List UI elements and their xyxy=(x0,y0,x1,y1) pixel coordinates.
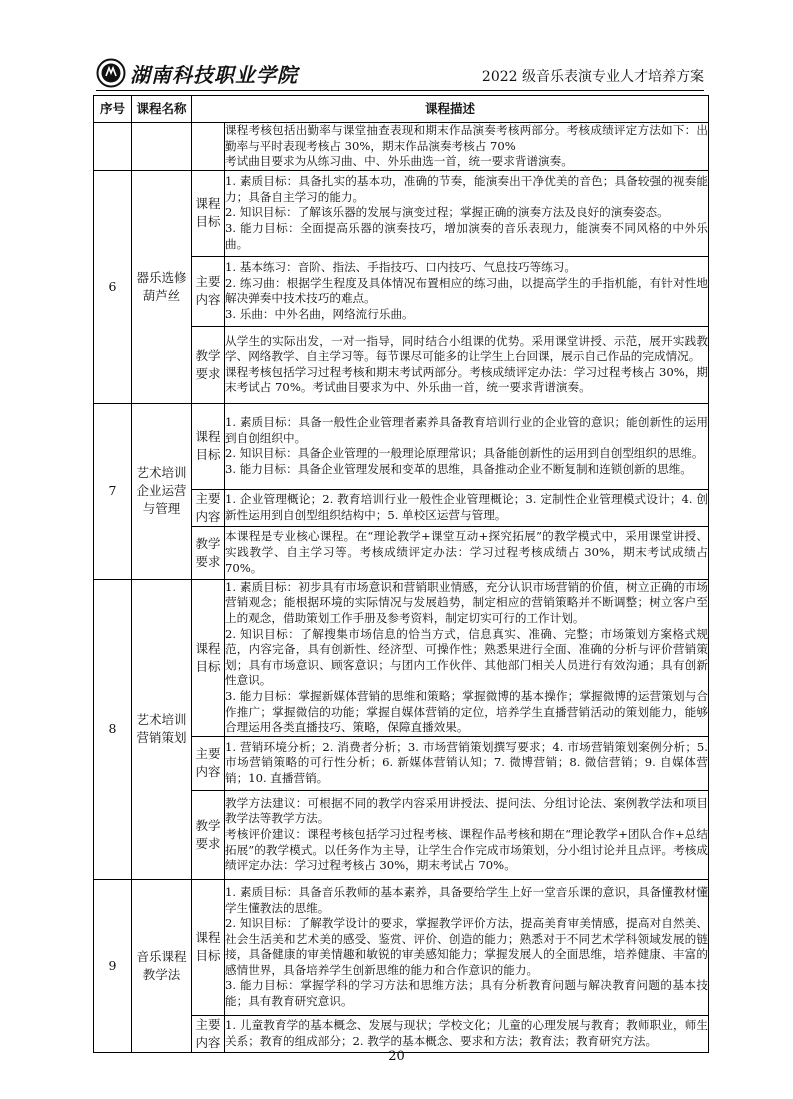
section-label xyxy=(192,489,225,526)
description-line: 本课程是专业核心课程。在“理论教学+课堂互动+探究拓展”的教学模式中，采用课堂讲授、实践教学、自主学习等。考核成绩评定办法：学习过程考核成绩占 30%，期末考试成绩占 70%。 xyxy=(225,529,708,575)
page-header xyxy=(96,56,704,90)
section-label-line: 主要 xyxy=(195,490,221,506)
description-cell xyxy=(225,489,709,526)
section-label-line: 教学 xyxy=(195,817,221,833)
section-label-line: 教学 xyxy=(195,535,221,551)
section-label-line: 主要 xyxy=(195,1016,221,1032)
description-line: 考试曲目要求为从练习曲、中、外乐曲选一首，统一要求背谱演奏。 xyxy=(225,154,573,169)
number-cell xyxy=(94,123,132,171)
description-line: 考核评价建议：课程考核包括学习过程考核、课程作品考核和期在“理论教学+团队合作+总结拓展”的教学模式。以任务作为主导，让学生合作完成市场策划，分小组讨论并且点评。考核成绩评定办法：学习过程考核占 30%，期末考试占 70%。 xyxy=(225,826,708,873)
section-label-line: 内容 xyxy=(195,764,221,780)
header-divider xyxy=(96,90,704,91)
section-label xyxy=(192,403,225,489)
description-line: 课程考核包括学习过程考核和期末考试两部分。考核成绩评定办法：学习过程考核占 30%，期末考试占 70%。考试曲目要求为中、外乐曲一首，统一要求背谱演奏。 xyxy=(225,364,708,395)
course-number: 7 xyxy=(94,403,132,579)
description-line: 1. 素质目标：初步具有市场意识和营销职业情感，充分认识市场营销的价值，树立正确的市场营销观念；能根据环境的实际情况与发展趋势，制定相应的营销策略并不断调整；树立客户至上的观念，借助策划工作手册及参考资料，制定切实可行的工作计划。 xyxy=(225,579,708,625)
course-name: 音乐课程教学法 xyxy=(132,879,192,1052)
table-row xyxy=(94,403,709,489)
description-cell xyxy=(225,879,709,1015)
description-line: 1. 基本练习：音阶、指法、手指技巧、口内技巧、气息技巧等练习。 xyxy=(225,260,576,275)
description-line: 2. 知识目标：了解教学设计的要求，掌握教学评价方法，提高美育审美情感，提高对自然美、社会生活美和艺术美的感受、鉴赏、评价、创造的能力；熟悉对于不同艺术学科领域发展的链接，具备健康的审美情趣和敏锐的审美感知能力；掌握发展人的全面思维，培养健康、丰富的感情世界，具备培养学生创新思维的能力和合作意识的能力。 xyxy=(225,916,708,977)
description-line: 2. 知识目标：具备企业管理的一般理论原理常识；具备能创新性的运用到自创型组织的思维。 xyxy=(225,446,704,461)
description-line: 3. 能力目标：全面提高乐器的演奏技巧，增加演奏的音乐表现力，能演奏不同风格的中外乐曲。 xyxy=(225,221,708,251)
table-row xyxy=(94,579,709,736)
course-number: 8 xyxy=(94,579,132,879)
description-cell xyxy=(225,736,709,790)
description-cell xyxy=(225,579,709,736)
document-title: 2022 级音乐表演专业人才培养方案 xyxy=(481,69,704,85)
description-cell xyxy=(225,256,709,326)
section-label-line: 主要 xyxy=(195,274,221,290)
description-cell xyxy=(225,526,709,579)
description-cell xyxy=(225,170,709,256)
section-label-line: 教学 xyxy=(195,347,221,363)
section-label xyxy=(192,526,225,579)
school-logo-icon xyxy=(96,58,126,88)
column-header-course-name: 课程名称 xyxy=(132,96,192,123)
description-line: 1. 素质目标：具备音乐教师的基本素养，具备要给学生上好一堂音乐课的意识，具备懂教材懂学生懂教法的思维。 xyxy=(225,884,708,915)
section-label-line: 目标 xyxy=(195,447,221,463)
description-line: 课程考核包括出勤率与课堂抽查表现和期末作品演奏考核两部分。考核成绩评定方法如下：出勤率与平时表现考核占 30%，期末作品演奏考核占 70% xyxy=(225,123,708,153)
description-cell xyxy=(225,326,709,403)
section-label-line: 课程 xyxy=(195,429,221,445)
section-label-line: 课程 xyxy=(195,930,221,946)
course-number: 9 xyxy=(94,879,132,1052)
table-row xyxy=(94,879,709,1015)
description-line: 3. 能力目标：掌握学科的学习方法和思维方法；具有分析教育问题与解决教育问题的基本技能；具有教育研究意识。 xyxy=(225,978,708,1009)
description-line: 1. 素质目标：具备一般性企业管理者素养具备教育培训行业的企业管的意识；能创新性的运用到自创组织中。 xyxy=(225,415,708,445)
section-label-line: 要求 xyxy=(195,365,221,381)
page-number: 20 xyxy=(388,1049,405,1064)
course-name: 器乐选修葫芦丝 xyxy=(132,170,192,403)
description-line: 3. 能力目标：具备企业管理发展和变革的思维，具备推动企业不断复制和连锁创新的思维。 xyxy=(225,461,692,476)
description-line: 3. 能力目标：掌握新媒体营销的思维和策略；掌握微博的基本操作；掌握微博的运营策划与合作推广；掌握微信的功能；掌握自媒体营销的定位，培养学生直播营销活动的策划能力，能够合理运用各类直播技巧、策略，保障直播效果。 xyxy=(225,688,708,735)
description-cell xyxy=(225,1015,709,1052)
school-name: 湖南科技职业学院 xyxy=(130,63,298,87)
section-label-line: 内容 xyxy=(195,292,221,308)
description-line: 2. 知识目标：了解搜集市场信息的恰当方式，信息真实、准确、完整；市场策划方案格式规范，内容完备，具有创新性、经济型、可操作性；熟悉果进行全面、准确的分析与评价营销策划；具有市场意识、顾客意识；与团内工作伙伴、其他部门相关人员进行有效沟通；具有创新性意识。 xyxy=(225,626,708,688)
course-name: 艺术培训企业运营与管理 xyxy=(132,403,192,579)
description-line: 从学生的实际出发，一对一指导，同时结合小组课的优势。采用课堂讲授、示范，展开实践教学、网络教学、自主学习等。每节课尽可能多的让学生上台回课，展示自己作品的完成情况。 xyxy=(225,333,708,364)
section-label xyxy=(192,879,225,1015)
section-label-line: 要求 xyxy=(195,553,221,569)
section-label-line: 内容 xyxy=(195,1034,221,1050)
table-row xyxy=(94,170,709,256)
section-label xyxy=(192,736,225,790)
description-line: 1. 儿童教育学的基本概念、发展与现状；学校文化；儿童的心理发展与教育；教师职业，师生关系；教育的组成部分；2. 教学的基本概念、要求和方法；教育法；教育研究方法。 xyxy=(225,1018,708,1048)
description-line: 1. 营销环境分析；2. 消费者分析；3. 市场营销策划撰写要求；4. 市场营销策划案例分析；5. 市场营销策略的可行性分析；6. 新媒体营销认知；7. 微博营销；8. 微信营销；9. 自媒体营销；10. 直播营销。 xyxy=(225,739,708,786)
section-label-line: 目标 xyxy=(195,948,221,964)
section-label-line: 要求 xyxy=(195,835,221,851)
description-line: 2. 练习曲：根据学生程度及具体情况布置相应的练习曲，以提高学生的手指机能，有针对性地解决弹奏中技术技巧的难点。 xyxy=(225,275,708,306)
section-label xyxy=(192,256,225,326)
section-label-line: 内容 xyxy=(195,508,221,524)
section-label-line: 主要 xyxy=(195,746,221,762)
course-name: 艺术培训营销策划 xyxy=(132,579,192,879)
section-label xyxy=(192,579,225,736)
section-label-line: 课程 xyxy=(195,640,221,656)
column-header-description: 课程描述 xyxy=(192,96,709,123)
description-line: 2. 知识目标：了解该乐器的发展与演变过程；掌握正确的演奏方法及良好的演奏姿态。 xyxy=(225,205,669,220)
course-table xyxy=(93,95,709,1053)
section-label-line: 目标 xyxy=(195,658,221,674)
description-line: 1. 企业管理概论；2. 教育培训行业一般性企业管理概论；3. 定制性企业管理模式设计；4. 创新性运用到自创型组织结构中；5. 单校区运营与管理。 xyxy=(225,492,708,522)
table-row-continuation xyxy=(94,123,709,171)
course-name-cell xyxy=(132,123,192,171)
section-label-cell xyxy=(192,123,225,171)
course-number: 6 xyxy=(94,170,132,403)
description-line: 教学方法建议：可根据不同的教学内容采用讲授法、提问法、分组讨论法、案例教学法和项目教学法等教学方法。 xyxy=(225,795,708,826)
description-cell xyxy=(225,790,709,879)
section-label-line: 课程 xyxy=(195,196,221,212)
section-label xyxy=(192,326,225,403)
column-header-number: 序号 xyxy=(94,96,132,123)
description-cell xyxy=(225,123,709,171)
description-cell xyxy=(225,403,709,489)
description-line: 1. 素质目标：具备扎实的基本功，准确的节奏，能演奏出干净优美的音色；具备较强的视奏能力；具备自主学习的能力。 xyxy=(225,174,708,204)
description-line: 3. 乐曲：中外名曲，网络流行乐曲。 xyxy=(225,306,414,321)
section-label xyxy=(192,170,225,256)
section-label xyxy=(192,1015,225,1052)
section-label-line: 目标 xyxy=(195,214,221,230)
section-label xyxy=(192,790,225,879)
table-header-row xyxy=(94,96,709,123)
